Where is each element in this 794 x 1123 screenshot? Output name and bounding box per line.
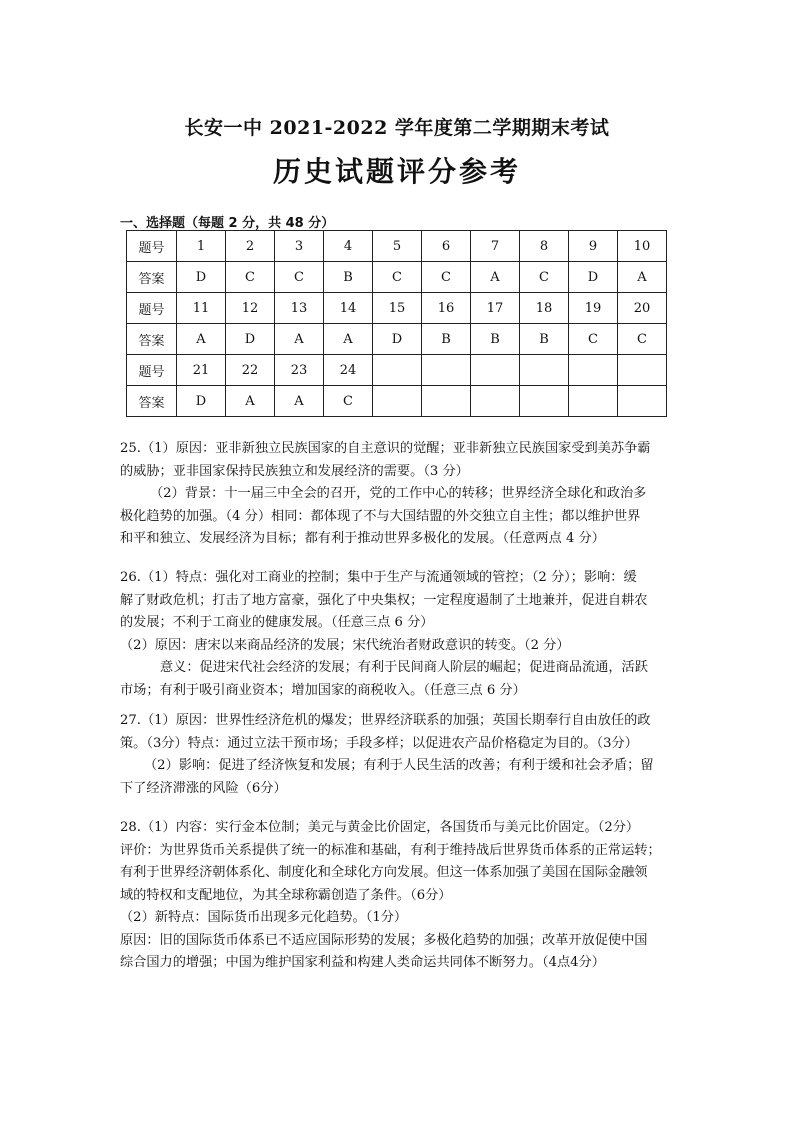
answer-cell: C bbox=[618, 324, 667, 355]
text-line: 27.（1）原因：世界性经济危机的爆发；世界经济联系的加强；英国长期奉行自由放任的政 bbox=[120, 713, 651, 728]
question-cell: 11 bbox=[177, 293, 226, 324]
answer-cell: B bbox=[422, 324, 471, 355]
question-cell bbox=[471, 355, 520, 386]
text-line: 极化趋势的加强。（4 分）相同：都体现了不与大国结盟的外交独立自主性；都以维护世界 bbox=[120, 508, 641, 524]
text-line: 评价：为世界货币关系提供了统一的标准和基础，有利于维持战后世界货币体系的正常运转； bbox=[120, 842, 661, 858]
text-line: 综合国力的增强；中国为维护国家利益和构建人类命运共同体不断努力。（4点4分） bbox=[120, 955, 605, 970]
answer-cell: C bbox=[569, 324, 618, 355]
question-cell: 23 bbox=[275, 355, 324, 386]
answer-cell: B bbox=[324, 262, 373, 293]
table-row bbox=[127, 262, 667, 293]
question-cell: 20 bbox=[618, 293, 667, 324]
question-cell bbox=[520, 355, 569, 386]
table-row bbox=[127, 231, 667, 262]
answer-row-label: 答案 bbox=[127, 262, 177, 293]
section-heading-multiple-choice: 一、选择题（每题 2 分，共 48 分） bbox=[120, 216, 335, 231]
text-line: 和平和独立、发展经济为目标；都有利于推动世界多极化的发展。（任意两点 4 分） bbox=[120, 531, 605, 546]
text-line: 的发展；不利于工商业的健康发展。（任意三点 6 分） bbox=[120, 615, 434, 630]
question-cell: 24 bbox=[324, 355, 373, 386]
text-line: 解了财政危机；打击了地方富豪，强化了中央集权；一定程度遏制了土地兼并，促进自耕农 bbox=[120, 592, 648, 608]
answer-cell: A bbox=[324, 324, 373, 355]
answer-cell: C bbox=[226, 262, 275, 293]
question-cell bbox=[569, 355, 618, 386]
question-cell: 21 bbox=[177, 355, 226, 386]
answer-cell bbox=[373, 386, 422, 417]
answer-row-label: 答案 bbox=[127, 386, 177, 417]
question-cell: 2 bbox=[226, 231, 275, 262]
table-row bbox=[127, 293, 667, 324]
text-line: （2）影响：促进了经济恢复和发展；有利于人民生活的改善；有利于缓和社会矛盾；留 bbox=[144, 758, 654, 773]
question-cell: 6 bbox=[422, 231, 471, 262]
document-title: 历史试题评分参考 bbox=[272, 155, 521, 188]
question-cell: 9 bbox=[569, 231, 618, 262]
question-cell: 13 bbox=[275, 293, 324, 324]
question-cell: 15 bbox=[373, 293, 422, 324]
answer-cell: D bbox=[373, 324, 422, 355]
text-line: 26.（1）特点：强化对工商业的控制；集中于生产与流通领域的管控；（2 分）；影响：缓 bbox=[120, 570, 637, 585]
answer-cell: B bbox=[471, 324, 520, 355]
answer-cell: A bbox=[275, 386, 324, 417]
answer-cell bbox=[471, 386, 520, 417]
answer-q28 bbox=[120, 817, 675, 975]
question-cell: 16 bbox=[422, 293, 471, 324]
text-line: 市场；有利于吸引商业资本；增加国家的商税收入。（任意三点 6 分） bbox=[120, 682, 526, 698]
answer-cell bbox=[618, 386, 667, 417]
answer-cell bbox=[569, 386, 618, 417]
text-line: （2）原因：唐宋以来商品经济的发展；宋代统治者财政意识的转变。（2 分） bbox=[120, 637, 570, 653]
table-row bbox=[127, 355, 667, 386]
question-cell: 14 bbox=[324, 293, 373, 324]
question-cell: 1 bbox=[177, 231, 226, 262]
answer-cell: D bbox=[177, 262, 226, 293]
text-line: 25.（1）原因：亚非新独立民族国家的自主意识的觉醒；亚非新独立民族国家受到美苏争霸 bbox=[120, 441, 651, 456]
question-cell: 8 bbox=[520, 231, 569, 262]
answer-cell: A bbox=[618, 262, 667, 293]
answer-cell bbox=[422, 386, 471, 417]
text-line: 意义：促进宋代社会经济的发展；有利于民间商人阶层的崛起；促进商品流通，活跃 bbox=[160, 660, 648, 675]
answer-cell: A bbox=[275, 324, 324, 355]
text-line: 有利于世界经济朝体系化、制度化和全球化方向发展。但这一体系加强了美国在国际金融领 bbox=[120, 865, 648, 880]
answer-row-label: 答案 bbox=[127, 324, 177, 355]
text-line: 的威胁；亚非国家保持民族独立和发展经济的需要。（3 分） bbox=[120, 463, 469, 479]
answer-q25 bbox=[120, 438, 675, 551]
text-line: 域的特权和支配地位，为其全球称霸创造了条件。（6分） bbox=[120, 887, 452, 903]
answer-cell: A bbox=[471, 262, 520, 293]
answer-cell: D bbox=[569, 262, 618, 293]
answer-q27 bbox=[120, 710, 675, 800]
question-cell: 5 bbox=[373, 231, 422, 262]
answer-cell: C bbox=[520, 262, 569, 293]
question-cell: 7 bbox=[471, 231, 520, 262]
question-cell: 19 bbox=[569, 293, 618, 324]
answer-cell: C bbox=[422, 262, 471, 293]
question-row-label: 题号 bbox=[127, 293, 177, 324]
question-cell: 22 bbox=[226, 355, 275, 386]
answer-cell: D bbox=[226, 324, 275, 355]
question-cell: 17 bbox=[471, 293, 520, 324]
answer-q26 bbox=[120, 567, 675, 702]
answer-cell bbox=[520, 386, 569, 417]
answer-cell: C bbox=[324, 386, 373, 417]
answer-cell: D bbox=[177, 386, 226, 417]
question-cell: 3 bbox=[275, 231, 324, 262]
answer-table bbox=[126, 230, 667, 417]
text-line: （2）新特点：国际货币出现多元化趋势。（1分） bbox=[120, 910, 408, 925]
answer-cell: C bbox=[275, 262, 324, 293]
question-cell bbox=[373, 355, 422, 386]
answer-cell: A bbox=[177, 324, 226, 355]
question-cell: 18 bbox=[520, 293, 569, 324]
answer-cell: C bbox=[373, 262, 422, 293]
text-line: （2）背景：十一届三中全会的召开，党的工作中心的转移；世界经济全球化和政治多 bbox=[150, 486, 647, 501]
question-row-label: 题号 bbox=[127, 231, 177, 262]
text-line: 原因：旧的国际货币体系已不适应国际形势的发展；多极化趋势的加强；改革开放促使中国 bbox=[120, 932, 648, 948]
question-row-label: 题号 bbox=[127, 355, 177, 386]
question-cell bbox=[422, 355, 471, 386]
exam-title: 长安一中 2021-2022 学年度第二学期期末考试 bbox=[184, 117, 610, 139]
question-cell: 4 bbox=[324, 231, 373, 262]
answer-cell: A bbox=[226, 386, 275, 417]
text-line: 28.（1）内容：实行金本位制；美元与黄金比价固定，各国货币与美元比价固定。（2分） bbox=[120, 820, 640, 835]
question-cell: 12 bbox=[226, 293, 275, 324]
question-cell bbox=[618, 355, 667, 386]
question-cell: 10 bbox=[618, 231, 667, 262]
table-row bbox=[127, 324, 667, 355]
text-line: 策。（3分）特点：通过立法干预市场；手段多样；以促进农产品价格稳定为目的。（3分） bbox=[120, 735, 638, 751]
text-line: 下了经济滞涨的风险（6分） bbox=[120, 780, 287, 796]
answer-cell: B bbox=[520, 324, 569, 355]
table-row bbox=[127, 386, 667, 417]
